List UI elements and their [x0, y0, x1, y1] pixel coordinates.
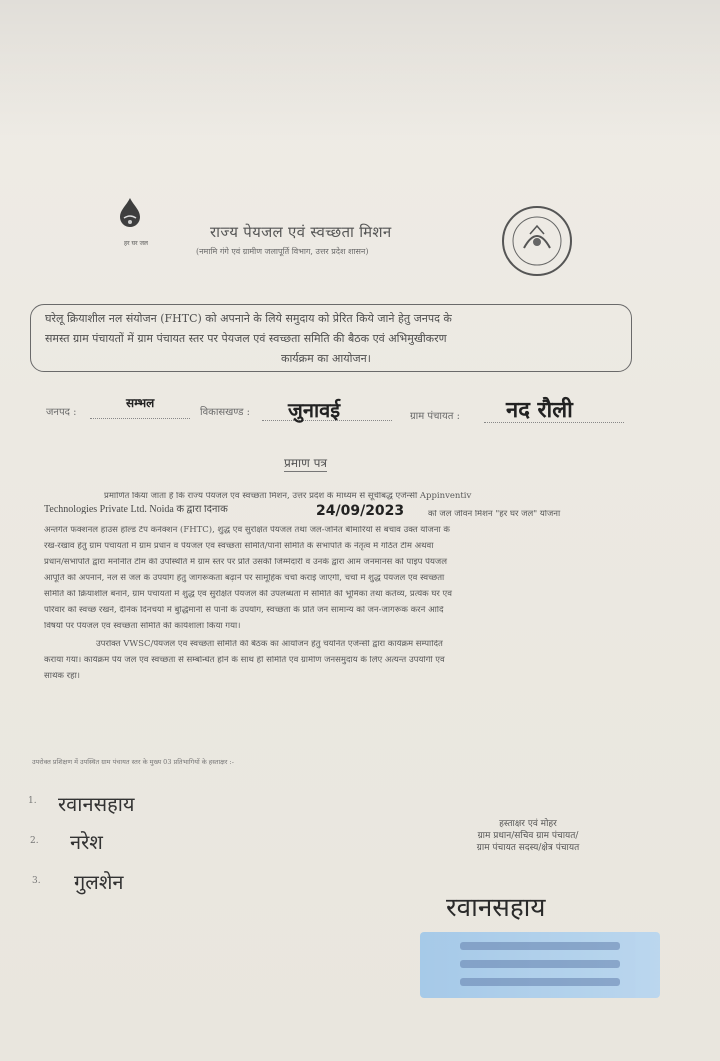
cert-line-12: सार्थक रहा। [44, 672, 81, 681]
subject-line-1: घरेलू क्रियाशील नल संयोजन (FHTC) को अपनाने के लिये समुदाय को प्रेरित किये जाने हेतु जनपद के [45, 312, 452, 325]
participant-number-2: 2. [30, 836, 39, 846]
subject-line-2: समस्त ग्राम पंचायतों में ग्राम पंचायत स्तर पर पेयजल एवं स्वच्छता समिति की बैठक एवं अभिमुखीकरण [45, 332, 447, 345]
cert-line-6: आपूर्ति को अपनाने, नल से जल के उपयोग हेतु जागरूकता बढ़ाने पर सामूहिक चर्चा कराई जाएगी, चर्चा में शुद्ध पेयजल एवं स्वच्छता [44, 574, 445, 583]
gram-panchayat-value: नद रौली [506, 398, 573, 423]
page-shadow [0, 0, 720, 140]
logo-caption: हर घर जल [124, 240, 148, 247]
cert-line-2b: को जल जीवन मिशन "हर घर जल" योजना [428, 510, 561, 519]
vikaskhand-value: जुनावई [288, 398, 341, 422]
participant-signature-1: रवानसहाय [58, 792, 135, 816]
mission-title: राज्य पेयजल एवं स्वच्छता मिशन [210, 223, 392, 241]
cert-line-2: Technologies Private Ltd. Noida के द्वारा दिनांक [44, 505, 228, 514]
stamp-text-line-2 [460, 960, 620, 968]
cert-line-7: समिति को क्रियाशील बनाने, ग्राम पंचायतों में शुद्ध एवं सुरक्षित पेयजल की उपलब्धता में समिति की भूमिका तथा कर्तव्य, प्रत्येक घर एवं [44, 590, 452, 599]
up-government-seal-icon [500, 204, 574, 278]
jal-jeevan-logo-icon [108, 196, 152, 232]
participant-signature-2: नरेश [70, 830, 103, 854]
participant-number-3: 3. [32, 876, 41, 886]
cert-line-3: अन्तर्गत फंक्शनल हाउस होल्ड टैप कनेक्शन (FHTC), शुद्ध एवं सुरक्षित पेयजल तथा जल-जनित बीमारियों से बचाव उक्त योजना के [44, 526, 450, 535]
certificate-title: प्रमाण पत्र [284, 456, 328, 470]
subject-box [30, 304, 632, 372]
signatory-line-1: हस्ताक्षर एवं मोहर [499, 819, 557, 829]
gram-panchayat-label: ग्राम पंचायत : [410, 411, 461, 422]
cert-line-4: रख-रखाव हेतु ग्राम पंचायतों में ग्राम प्रधान व पेयजल एवं स्वच्छता समिति/पानी समिति के सभापति के नेतृत्व में गठित टीम अथवा [44, 542, 434, 551]
cert-line-1: प्रमाणित किया जाता है कि राज्य पेयजल एवं स्वच्छता मिशन, उत्तर प्रदेश के माध्यम से सूचीबद्ध एजेन्सी Appinventiv [104, 492, 472, 501]
signatory-line-3: ग्राम पंचायत सदस्य/क्षेत्र पंचायत [476, 843, 580, 853]
cert-line-5: प्रधान/सभापति द्वारा मनोनीत टीम की उपस्थिति में ग्राम स्तर पर प्रति उसकी जिम्मेदारी व उनके द्वारा आम जनमानस को पाइप पेयजल [44, 558, 447, 567]
cert-date: 24/09/2023 [316, 503, 405, 519]
cert-line-8: परिवार को स्वच्छ रखने, दैनिक दिनचर्या में बुद्धिमानी से पानी के उपयोग, स्वच्छता के प्रति जन सामान्य को जन-जागरूक करने आदि [44, 606, 444, 615]
stamp-text-line-3 [460, 978, 620, 986]
cert-line-9: विषयों पर पेयजल एवं स्वच्छता समिति की कार्यशाला किया गया। [44, 622, 241, 631]
vikaskhand-label: विकासखण्ड : [200, 407, 251, 418]
official-stamp [420, 932, 660, 998]
cert-line-10: उपरोक्त VWSC/पेयजल एवं स्वच्छता समिति की बैठक का आयोजन हेतु चयनित एजेन्सी द्वारा कार्यक्रम सम्पादित [96, 640, 443, 649]
janpad-label: जनपद : [46, 407, 77, 418]
signatory-block [428, 818, 628, 854]
signatory-signature: रवानसहाय [446, 893, 546, 923]
participant-number-1: 1. [28, 796, 37, 806]
signatory-line-2: ग्राम प्रधान/सचिव ग्राम पंचायत/ [477, 831, 579, 841]
mission-subtitle: (नमामि गंगे एवं ग्रामीण जलापूर्ति विभाग, उत्तर प्रदेश शासन) [196, 247, 369, 256]
participants-note: उपरोक्त प्रशिक्षण में उपस्थित ग्राम पंचायत स्तर के मुख्य 03 प्रतिभागियों के हस्ताक्षर :- [32, 758, 234, 766]
janpad-value: सम्भल [126, 396, 155, 410]
participant-signature-3: गुलशेन [74, 870, 124, 894]
stamp-text-line-1 [460, 942, 620, 950]
subject-line-3: कार्यक्रम का आयोजन। [281, 352, 371, 365]
cert-line-11: कराया गया। कार्यक्रम पेय जल एवं स्वच्छता से सम्बन्धित होने के साथ ही समिति एवं ग्रामीण जनसमुदाय के लिए अत्यन्त उपयोगी एवं [44, 656, 445, 665]
